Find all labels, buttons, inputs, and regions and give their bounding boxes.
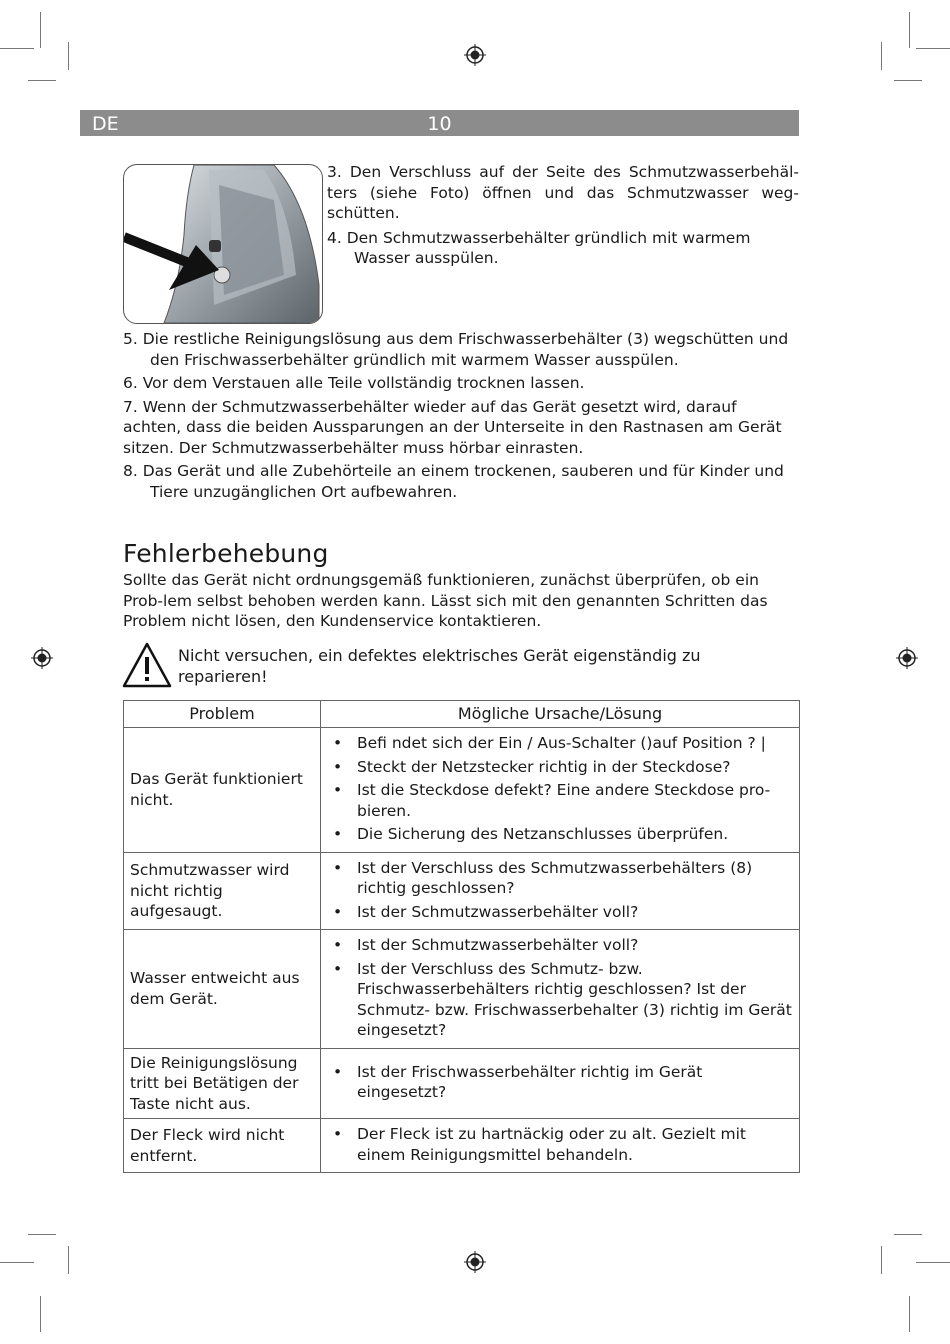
table-row: [124, 1119, 800, 1173]
page-header-bar: [80, 110, 799, 136]
crop-mark: [40, 12, 41, 48]
table-row: [124, 930, 800, 1049]
steps-top: [327, 162, 799, 273]
crop-mark: [28, 1234, 56, 1235]
crop-mark: [894, 1234, 922, 1235]
crop-mark: [909, 12, 910, 48]
solution-item: • Der Fleck ist zu hartnäckig oder zu alt. Gezielt mit einem Reinigungsmittel behandeln.: [327, 1124, 793, 1165]
crop-mark: [909, 1296, 910, 1332]
solution-item: • Ist der Frischwasserbehälter richtig im Gerät eingesetzt?: [327, 1062, 793, 1103]
step-5: 5. Die restliche Reinigungslösung aus dem Frischwasserbehälter (3) wegschütten und den Frischwasserbehälter gründlich mit warmem Wasser ausspülen.: [123, 330, 789, 369]
problem-cell: Das Gerät funktioniert nicht.: [124, 728, 321, 853]
solution-item: • Ist die Steckdose defekt? Eine andere Steckdose pro-bieren.: [327, 780, 793, 821]
registration-mark-icon: [896, 647, 918, 669]
problem-cell: Die Reinigungslösung tritt bei Betätigen der Taste nicht aus.: [124, 1048, 321, 1119]
solution-item: • Ist der Verschluss des Schmutzwasserbehälters (8) richtig geschlossen?: [327, 858, 793, 899]
crop-mark: [894, 80, 922, 81]
step-6: 6. Vor dem Verstauen alle Teile vollständig trocknen lassen.: [123, 374, 585, 392]
crop-mark: [68, 1246, 69, 1274]
step-8: 8. Das Gerät und alle Zubehörteile an einem trockenen, sauberen und für Kinder und Tiere unzugänglichen Ort aufbewahren.: [123, 462, 784, 501]
solution-cell: [321, 1048, 800, 1119]
solution-cell: [321, 930, 800, 1049]
crop-mark: [68, 42, 69, 70]
registration-mark-icon: [464, 1251, 486, 1273]
solution-item: • Die Sicherung des Netzanschlusses überprüfen.: [327, 824, 793, 845]
solution-cell: [321, 852, 800, 930]
crop-mark: [881, 42, 882, 70]
table-row: [124, 728, 800, 853]
solution-item: • Ist der Schmutzwasserbehälter voll?: [327, 902, 793, 923]
table-header-row: [124, 701, 800, 728]
troubleshooting-table: [123, 700, 800, 1173]
language-label: DE: [92, 113, 119, 135]
warning-triangle-icon: [122, 642, 172, 688]
steps-bottom: [123, 329, 799, 505]
section-intro: Sollte das Gerät nicht ordnungsgemäß funktionieren, zunächst überprüfen, ob ein Prob-lem selbst behoben werden kann. Lässt sich mit den genannten Schritten das Problem nicht lösen, den Kundenservice kontaktieren.: [123, 571, 768, 630]
crop-mark: [0, 48, 34, 49]
header-problem: Problem: [124, 701, 321, 728]
crop-mark: [28, 80, 56, 81]
page-number: 10: [427, 113, 452, 135]
solution-item: • Befi ndet sich der Ein / Aus-Schalter ()auf Position ? |: [327, 733, 793, 754]
tank-photo: [123, 164, 323, 324]
tank-illustration-icon: [124, 165, 322, 323]
step-4: 4. Den Schmutzwasserbehälter gründlich mit warmem Wasser ausspülen.: [327, 228, 751, 267]
registration-mark-icon: [464, 44, 486, 66]
crop-mark: [881, 1246, 882, 1274]
crop-mark: [916, 1262, 950, 1263]
crop-mark: [0, 1262, 34, 1263]
solution-cell: [321, 1119, 800, 1173]
solution-item: • Ist der Schmutzwasserbehälter voll?: [327, 935, 793, 956]
warning-text: Nicht versuchen, ein defektes elektrisches Gerät eigenständig zu reparieren!: [178, 646, 701, 686]
problem-cell: Wasser entweicht aus dem Gerät.: [124, 930, 321, 1049]
problem-cell: Der Fleck wird nicht entfernt.: [124, 1119, 321, 1173]
crop-mark: [916, 48, 950, 49]
section-title: Fehlerbehebung: [123, 539, 329, 568]
step-3: 3. Den Verschluss auf der Seite des Schmutzwasserbehäl-ters (siehe Foto) öffnen und das Schmutzwasser weg-schütten.: [327, 163, 799, 222]
registration-mark-icon: [31, 647, 53, 669]
solution-item: • Ist der Verschluss des Schmutz- bzw. Frischwasserbehälters richtig geschlossen? Ist der Schmutz- bzw. Frischwasserbehalter (3) richtig im Gerät eingesetzt?: [327, 959, 793, 1041]
problem-cell: Schmutzwasser wird nicht richtig aufgesaugt.: [124, 852, 321, 930]
table-row: [124, 852, 800, 930]
step-7: 7. Wenn der Schmutzwasserbehälter wieder auf das Gerät gesetzt wird, darauf achten, dass die beiden Aussparungen an der Unterseite in den Rastnasen am Gerät sitzen. Der Schmutzwasserbehälter muss hörbar einrasten.: [123, 397, 782, 457]
solution-cell: [321, 728, 800, 853]
solution-item: • Steckt der Netzstecker richtig in der Steckdose?: [327, 757, 793, 778]
table-row: [124, 1048, 800, 1119]
crop-mark: [40, 1296, 41, 1332]
header-solution: Mögliche Ursache/Lösung: [321, 701, 800, 728]
